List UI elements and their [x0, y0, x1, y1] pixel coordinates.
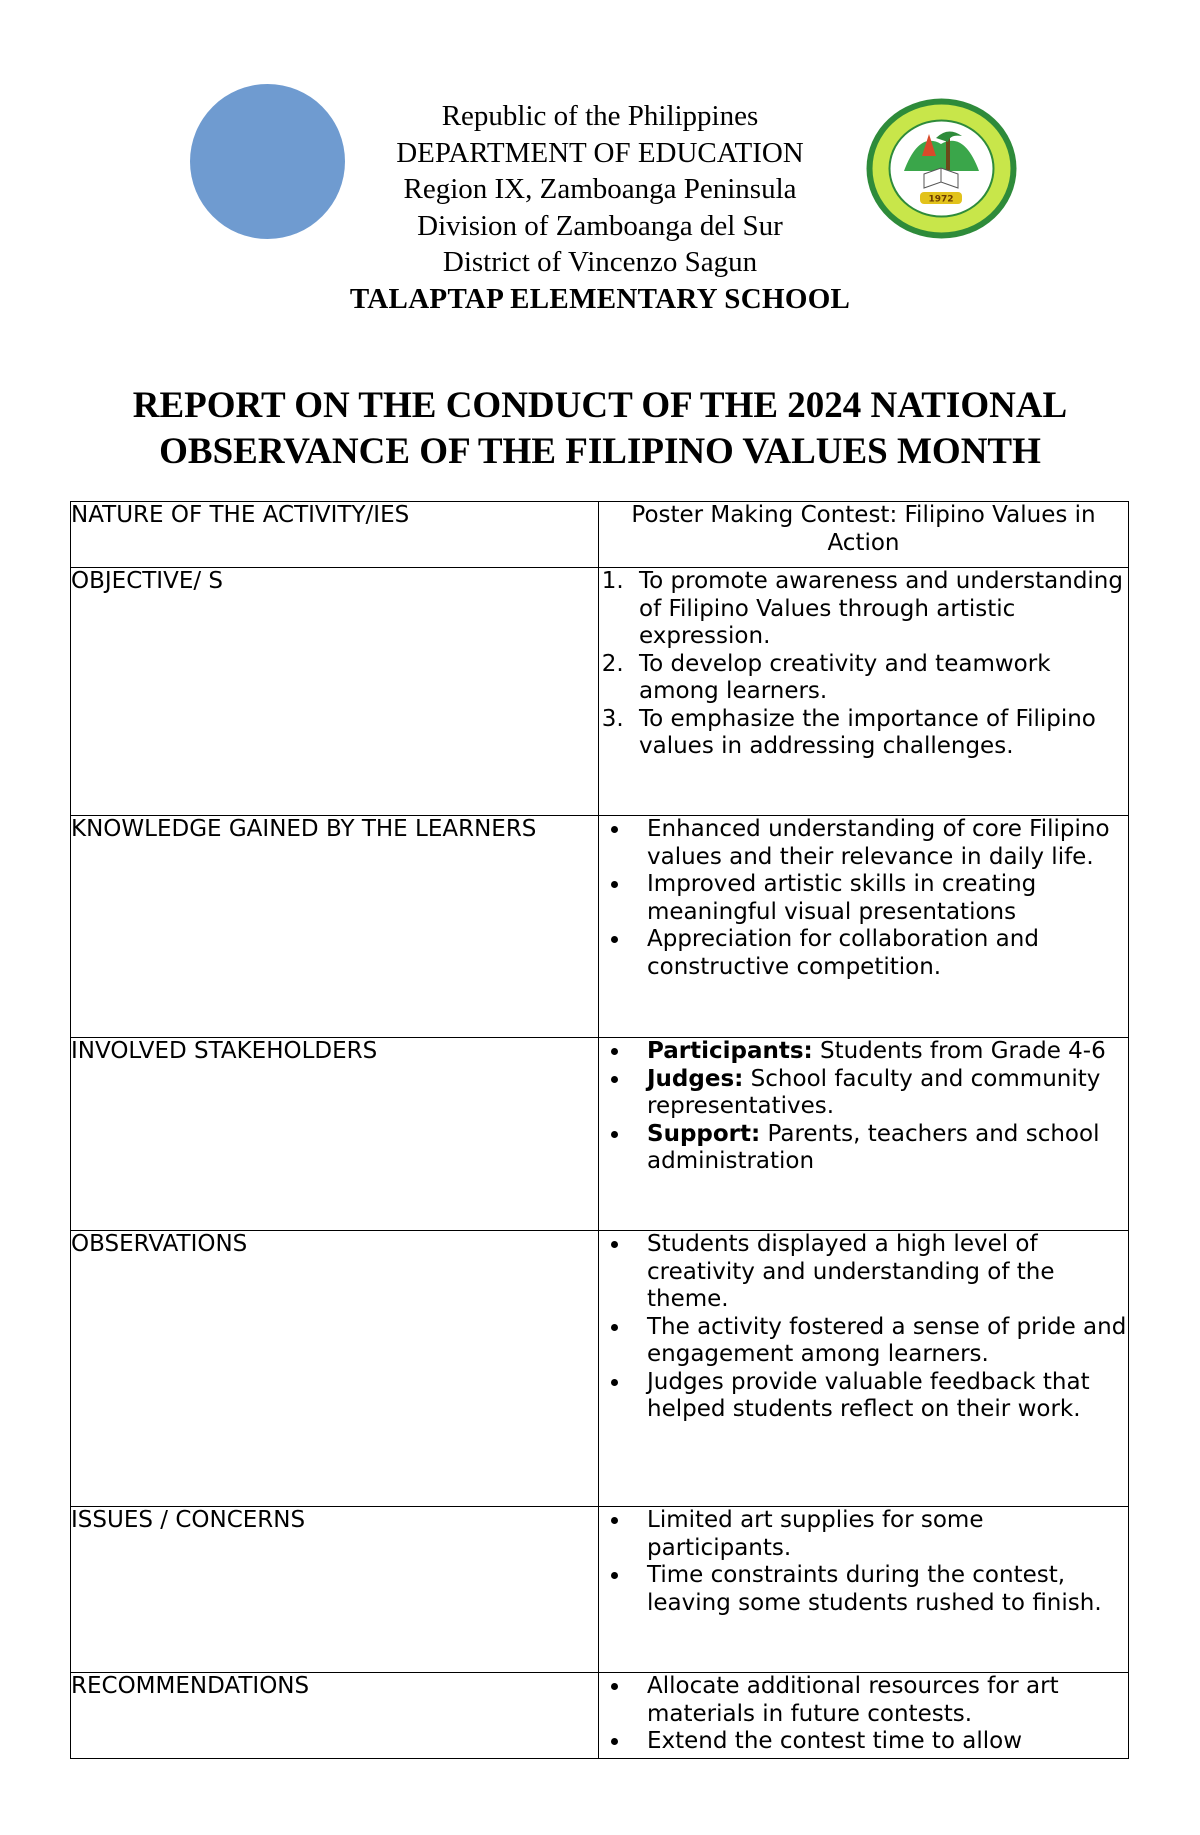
stakeholders-cell	[599, 1038, 1129, 1231]
letterhead-line: DEPARTMENT OF EDUCATION	[396, 136, 804, 169]
table-row	[71, 816, 1129, 1038]
list-item: 2. To develop creativity and teamwork among learners.	[631, 651, 1128, 706]
list-item: • Limited art supplies for some participants.	[631, 1507, 1128, 1562]
report-title-line: OBSERVANCE OF THE FILIPINO VALUES MONTH	[159, 431, 1041, 472]
school-name: TALAPTAP ELEMENTARY SCHOOL	[349, 282, 851, 315]
activity-nature-value: Poster Making Contest: Filipino Values in Action	[599, 502, 1129, 568]
knowledge-cell	[599, 816, 1129, 1038]
issues-list	[599, 1507, 1128, 1617]
recommendations-cell	[599, 1673, 1129, 1759]
list-item: • Enhanced understanding of core Filipino values and their relevance in daily life.	[631, 816, 1128, 871]
list-item: • The activity fostered a sense of pride and engagement among learners.	[631, 1314, 1128, 1369]
stakeholder-role: Participants:	[647, 1038, 813, 1064]
list-item: • Improved artistic skills in creating meaningful visual presentations	[631, 871, 1128, 926]
table-row	[71, 502, 1129, 568]
letterhead	[300, 98, 900, 317]
list-item	[631, 1121, 1128, 1176]
recommendations-list	[599, 1673, 1128, 1756]
letterhead-line: Division of Zamboanga del Sur	[417, 209, 783, 242]
report-title-line: REPORT ON THE CONDUCT OF THE 2024 NATIONAL	[132, 385, 1068, 426]
list-item	[631, 1038, 1128, 1066]
table-row	[71, 1673, 1129, 1759]
list-item: • Judges provide valuable feedback that helped students reflect on their work.	[631, 1369, 1128, 1424]
seal-year: 1972	[928, 194, 954, 205]
table-row	[71, 1038, 1129, 1231]
stakeholders-list	[599, 1038, 1128, 1176]
row-label: OBSERVATIONS	[71, 1231, 599, 1507]
observations-cell	[599, 1231, 1129, 1507]
table-row	[71, 1231, 1129, 1507]
row-label: OBJECTIVE/ S	[71, 568, 599, 816]
list-item: • Extend the contest time to allow	[631, 1728, 1128, 1756]
table-row	[71, 1507, 1129, 1673]
row-label: NATURE OF THE ACTIVITY/IES	[71, 502, 599, 568]
list-item: • Appreciation for collaboration and constructive competition.	[631, 926, 1128, 981]
school-seal-logo	[864, 96, 1019, 241]
issues-cell	[599, 1507, 1129, 1673]
objectives-list	[599, 568, 1128, 761]
list-item: • Time constraints during the contest, leaving some students rushed to finish.	[631, 1562, 1128, 1617]
row-label: RECOMMENDATIONS	[71, 1673, 599, 1759]
report-title	[60, 383, 1140, 475]
list-item: 1. To promote awareness and understanding of Filipino Values through artistic expression.	[631, 568, 1128, 651]
row-label: KNOWLEDGE GAINED BY THE LEARNERS	[71, 816, 599, 1038]
list-item	[631, 1066, 1128, 1121]
objectives-cell	[599, 568, 1129, 816]
list-item: • Allocate additional resources for art materials in future contests.	[631, 1673, 1128, 1728]
list-item: • Students displayed a high level of creativity and understanding of the theme.	[631, 1231, 1128, 1314]
observations-list	[599, 1231, 1128, 1424]
table-row	[71, 568, 1129, 816]
stakeholder-desc: Parents, teachers and school administration	[647, 1120, 1100, 1174]
report-table	[70, 501, 1129, 1759]
stakeholder-role: Judges:	[647, 1065, 744, 1092]
row-label: INVOLVED STAKEHOLDERS	[71, 1038, 599, 1231]
knowledge-list	[599, 816, 1128, 981]
stakeholder-desc: School faculty and community representatives.	[647, 1065, 1101, 1119]
stakeholder-desc: Students from Grade 4-6	[812, 1038, 1106, 1064]
list-item: 3. To emphasize the importance of Filipino values in addressing challenges.	[631, 706, 1128, 761]
stakeholder-role: Support:	[647, 1120, 761, 1147]
letterhead-line: Republic of the Philippines	[441, 100, 759, 132]
letterhead-line: District of Vincenzo Sagun	[442, 246, 758, 278]
letterhead-line: Region IX, Zamboanga Peninsula	[403, 173, 797, 205]
row-label: ISSUES / CONCERNS	[71, 1507, 599, 1673]
